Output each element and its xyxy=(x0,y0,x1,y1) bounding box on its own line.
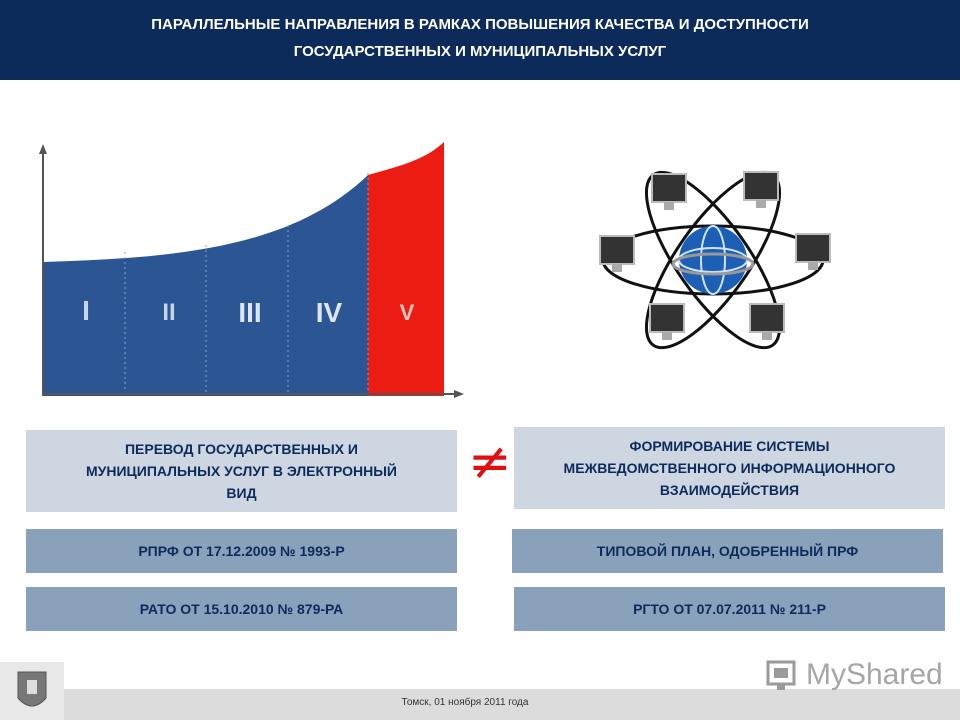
not-equal-sign: ≠ xyxy=(468,432,512,492)
stage-growth-diagram xyxy=(30,140,470,405)
myshared-logo-text: MyShared xyxy=(806,658,943,691)
computer-monitor-icon xyxy=(652,174,686,210)
stage-label: I xyxy=(82,295,90,326)
x-axis-arrow-icon xyxy=(454,390,464,398)
doc-rgto-box: РГТО ОТ 07.07.2011 № 211-Р xyxy=(514,587,945,631)
y-axis-arrow-icon xyxy=(39,144,47,154)
stage-label: V xyxy=(399,300,415,325)
computer-monitor-icon xyxy=(796,234,830,270)
doc-typical-plan-box: ТИПОВОЙ ПЛАН, ОДОБРЕННЫЙ ПРФ xyxy=(512,529,943,573)
stage-label: IV xyxy=(315,297,343,328)
slide-title-line1: ПАРАЛЛЕЛЬНЫЕ НАПРАВЛЕНИЯ В РАМКАХ ПОВЫШЕНИЯ КАЧЕСТВА И ДОСТУПНОСТИ xyxy=(151,16,809,33)
computer-monitor-icon xyxy=(744,172,778,208)
doc-rprf-box: РПРФ ОТ 17.12.2009 № 1993-Р xyxy=(26,529,457,573)
globe-icon xyxy=(679,226,747,294)
network-globe-illustration xyxy=(588,160,838,360)
computer-monitor-icon xyxy=(650,304,684,340)
doc-rato-box: РАТО ОТ 15.10.2010 № 879-РА xyxy=(26,587,457,631)
footer-date: Томск, 01 ноября 2011 года xyxy=(401,697,529,708)
stage-v-area xyxy=(368,142,444,396)
left-direction-box: ПЕРЕВОД ГОСУДАРСТВЕННЫХ И МУНИЦИПАЛЬНЫХ УСЛУГ В ЭЛЕКТРОННЫЙ ВИД xyxy=(26,430,457,512)
slide-header xyxy=(0,0,960,80)
slide-title-line2: ГОСУДАРСТВЕННЫХ И МУНИЦИПАЛЬНЫХ УСЛУГ xyxy=(293,43,667,60)
stage-label: III xyxy=(238,297,262,328)
emblem-icon xyxy=(0,662,64,720)
stage-label: II xyxy=(162,299,176,326)
right-direction-box: ФОРМИРОВАНИЕ СИСТЕМЫ МЕЖВЕДОМСТВЕННОГО ИНФОРМАЦИОННОГО ВЗАИМОДЕЙСТВИЯ xyxy=(514,427,945,509)
